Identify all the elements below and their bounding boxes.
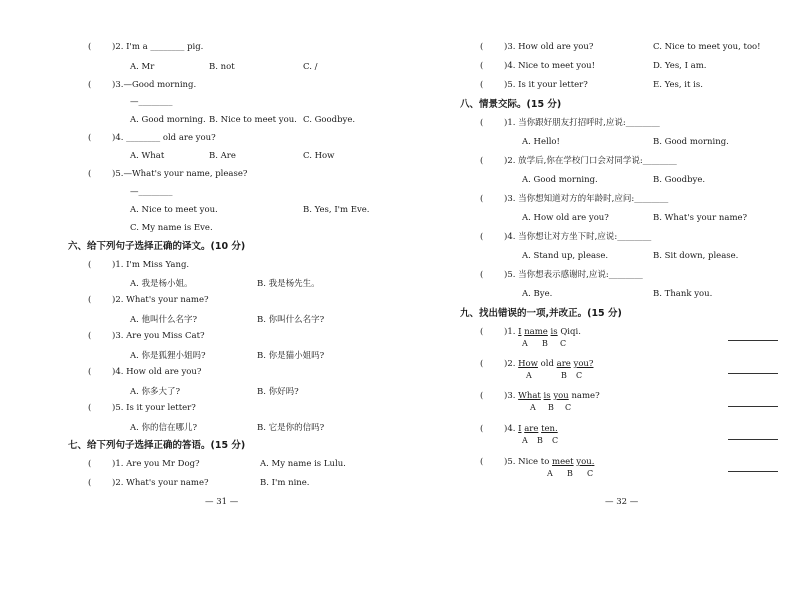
option-a: A. 你的信在哪儿? xyxy=(130,423,198,433)
correction-blank[interactable] xyxy=(728,471,778,472)
correction-blank[interactable] xyxy=(728,406,778,407)
answer-blank: —________ xyxy=(130,187,173,197)
choice-b-label: B xyxy=(548,403,554,412)
answer-paren[interactable]: ( xyxy=(88,42,92,52)
question-text: )3. What is you name? xyxy=(504,391,600,401)
page-number: — 31 — xyxy=(205,497,239,507)
option-a: A. How old are you? xyxy=(522,213,609,223)
section-title: 六、给下列句子选择正确的译文。(10 分) xyxy=(68,241,246,252)
question-text: )2. How old are you? xyxy=(504,359,594,369)
option-b: B. Goodbye. xyxy=(653,175,706,185)
answer-paren[interactable]: ( xyxy=(88,331,92,341)
question-text: )1. I'm Miss Yang. xyxy=(112,260,190,270)
question-text: )2. What's your name? xyxy=(112,478,209,488)
option-c: C. My name is Eve. xyxy=(130,223,213,233)
option-a: A. 你多大了? xyxy=(130,387,181,397)
choice-a-label: A xyxy=(522,436,528,445)
answer-paren[interactable]: ( xyxy=(480,156,484,166)
answer-paren[interactable]: ( xyxy=(480,80,484,90)
section-title: 八、情景交际。(15 分) xyxy=(460,99,562,110)
option-a: A. 你是狐狸小姐吗? xyxy=(130,351,206,361)
question-text: )3. 当你想知道对方的年龄时,应问:________ xyxy=(504,194,669,204)
page-number: — 32 — xyxy=(605,497,639,507)
question-text: )1. 当你跟好朋友打招呼时,应说:________ xyxy=(504,118,660,128)
choice-c-label: C xyxy=(560,339,567,348)
question-text: )4. I are ten. xyxy=(504,424,558,434)
option-b: B. Are xyxy=(209,151,236,161)
option-a: A. 他叫什么名字? xyxy=(130,315,198,325)
answer-option: B. I'm nine. xyxy=(260,478,310,488)
section-title: 九、找出错误的一项,并改正。(15 分) xyxy=(460,308,622,319)
correction-blank[interactable] xyxy=(728,373,778,374)
answer-paren[interactable]: ( xyxy=(480,232,484,242)
question-text: )2. 放学后,你在学校门口会对同学说:________ xyxy=(504,156,677,166)
question-text: )3. Are you Miss Cat? xyxy=(112,331,205,341)
answer-paren[interactable]: ( xyxy=(88,133,92,143)
option-b: B. Sit down, please. xyxy=(653,251,739,261)
answer-option: C. Nice to meet you, too! xyxy=(653,42,761,52)
correction-blank[interactable] xyxy=(728,340,778,341)
choice-c-label: C xyxy=(576,371,583,380)
option-b: B. 我是杨先生。 xyxy=(257,279,320,289)
option-b: B. Nice to meet you. xyxy=(209,115,297,125)
answer-option: A. My name is Lulu. xyxy=(260,459,346,469)
question-text: )3.—Good morning. xyxy=(112,80,197,90)
choice-a-label: A xyxy=(526,371,532,380)
answer-paren[interactable]: ( xyxy=(480,391,484,401)
answer-paren[interactable]: ( xyxy=(480,424,484,434)
option-b: B. Yes, I'm Eve. xyxy=(303,205,370,215)
answer-paren[interactable]: ( xyxy=(88,260,92,270)
option-a: A. Mr xyxy=(130,62,155,72)
question-text: )1. Are you Mr Dog? xyxy=(112,459,200,469)
question-text: )1. I name is Qiqi. xyxy=(504,327,581,337)
answer-paren[interactable]: ( xyxy=(480,194,484,204)
choice-a-label: A xyxy=(522,339,528,348)
option-a: A. Hello! xyxy=(522,137,560,147)
option-a: A. 我是杨小姐。 xyxy=(130,279,193,289)
answer-paren[interactable]: ( xyxy=(480,457,484,467)
question-text: )2. What's your name? xyxy=(112,295,209,305)
answer-paren[interactable]: ( xyxy=(480,359,484,369)
answer-paren[interactable]: ( xyxy=(480,270,484,280)
option-b: B. Thank you. xyxy=(653,289,713,299)
option-b: B. 你好吗? xyxy=(257,387,299,397)
answer-paren[interactable]: ( xyxy=(480,118,484,128)
option-b: B. 你叫什么名字? xyxy=(257,315,325,325)
option-c: C. Goodbye. xyxy=(303,115,356,125)
question-text: )2. I'm a ________ pig. xyxy=(112,42,204,52)
answer-option: E. Yes, it is. xyxy=(653,80,703,90)
option-a: A. What xyxy=(130,151,165,161)
option-a: A. Bye. xyxy=(522,289,553,299)
answer-paren[interactable]: ( xyxy=(88,295,92,305)
choice-a-label: A xyxy=(530,403,536,412)
correction-blank[interactable] xyxy=(728,439,778,440)
choice-c-label: C xyxy=(565,403,572,412)
answer-paren[interactable]: ( xyxy=(480,61,484,71)
choice-b-label: B xyxy=(537,436,543,445)
option-c: C. How xyxy=(303,151,335,161)
option-a: A. Stand up, please. xyxy=(522,251,609,261)
choice-b-label: B xyxy=(542,339,548,348)
question-text: )5. Nice to meet you. xyxy=(504,457,595,467)
answer-option: D. Yes, I am. xyxy=(653,61,707,71)
option-a: A. Good morning. xyxy=(522,175,598,185)
question-text: )4. ________ old are you? xyxy=(112,133,216,143)
section-title: 七、给下列句子选择正确的答语。(15 分) xyxy=(68,440,246,451)
choice-b-label: B xyxy=(561,371,567,380)
option-a: A. Nice to meet you. xyxy=(130,205,218,215)
option-c: C. / xyxy=(303,62,318,72)
question-text: )5. Is it your letter? xyxy=(504,80,588,90)
answer-paren[interactable]: ( xyxy=(88,367,92,377)
choice-b-label: B xyxy=(567,469,573,478)
answer-paren[interactable]: ( xyxy=(88,80,92,90)
option-b: B. Good morning. xyxy=(653,137,729,147)
answer-paren[interactable]: ( xyxy=(88,169,92,179)
choice-c-label: C xyxy=(552,436,559,445)
question-text: )4. How old are you? xyxy=(112,367,202,377)
question-text: )5. 当你想表示感谢时,应说:________ xyxy=(504,270,643,280)
question-text: )4. Nice to meet you! xyxy=(504,61,596,71)
question-text: )5.—What's your name, please? xyxy=(112,169,248,179)
answer-paren[interactable]: ( xyxy=(88,459,92,469)
choice-c-label: C xyxy=(587,469,594,478)
option-b: B. 它是你的信吗? xyxy=(257,423,325,433)
choice-a-label: A xyxy=(547,469,553,478)
answer-paren[interactable]: ( xyxy=(88,478,92,488)
answer-paren[interactable]: ( xyxy=(480,42,484,52)
answer-paren[interactable]: ( xyxy=(88,403,92,413)
answer-blank: —________ xyxy=(130,97,173,107)
answer-paren[interactable]: ( xyxy=(480,327,484,337)
option-a: A. Good morning. xyxy=(130,115,206,125)
option-b: B. 你是猫小姐吗? xyxy=(257,351,325,361)
question-text: )4. 当你想让对方坐下时,应说:________ xyxy=(504,232,652,242)
question-text: )3. How old are you? xyxy=(504,42,594,52)
option-b: B. not xyxy=(209,62,235,72)
question-text: )5. Is it your letter? xyxy=(112,403,196,413)
option-b: B. What's your name? xyxy=(653,213,748,223)
